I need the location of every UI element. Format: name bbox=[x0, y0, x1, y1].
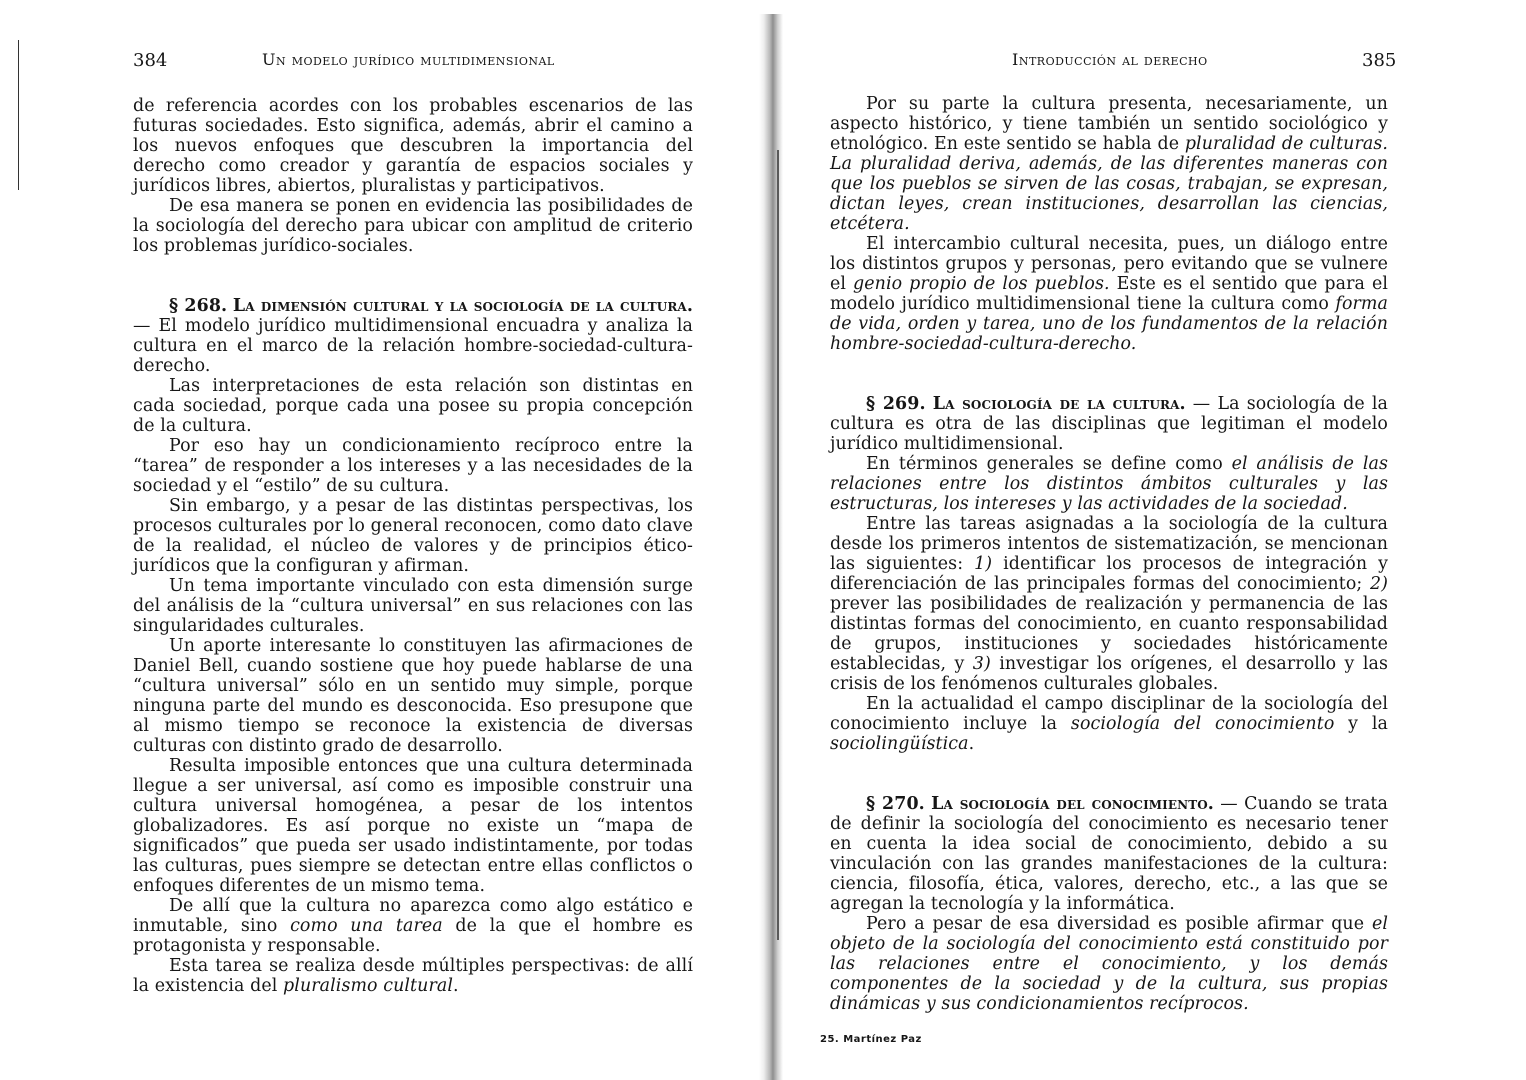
italic-run: forma de vida, orden y tarea, uno de los fundamentos de la relación hombre-sociedad-cultura-derecho. bbox=[830, 294, 1388, 354]
paragraph: Resulta imposible entonces que una cultura determinada llegue a ser universal, así como es imposible construir una cultura universal homogénea, a pesar de los intentos globalizadores. Es así porque no existe un “mapa de significados” que pueda ser usado indistintamente, por todas las culturas, pues siempre se detectan entre ellas conflictos o enfoques diferentes de un mismo tema. bbox=[133, 756, 693, 896]
paragraph bbox=[830, 914, 1388, 1014]
left-text-column bbox=[133, 96, 693, 996]
italic-run: pluralismo cultural bbox=[283, 976, 453, 996]
page-number: 384 bbox=[133, 50, 168, 71]
paragraph: Un tema importante vinculado con esta dimensión surge del análisis de la “cultura universal” en sus relaciones con las singularidades culturales. bbox=[133, 576, 693, 636]
italic-run: 1) bbox=[974, 554, 993, 574]
italic-run: 3) bbox=[972, 654, 991, 674]
section-number: § 270. bbox=[866, 794, 925, 814]
text-run: En términos generales se define como bbox=[866, 454, 1232, 474]
page-number: 385 bbox=[1362, 50, 1397, 71]
paragraph: Un aporte interesante lo constituyen las afirmaciones de Daniel Bell, cuando sostiene que hoy puede hablarse de una “cultura universal” sólo en un sentido muy simple, porque ninguna parte del mundo es desconocida. Eso presupone que al mismo tiempo se reconoce la existencia de diversas culturas con distinto grado de desarrollo. bbox=[133, 636, 693, 756]
running-head: Introducción al derecho bbox=[1012, 50, 1208, 69]
paragraph: De esa manera se ponen en evidencia las posibilidades de la sociología del derecho para ubicar con amplitud de criterio los problemas jurídico-sociales. bbox=[133, 196, 693, 256]
section-title: La sociología de la cultura. bbox=[932, 394, 1186, 414]
text-run: . bbox=[453, 976, 459, 996]
right-page bbox=[766, 0, 1526, 1080]
section-text: — El modelo jurídico multidimensional encuadra y analiza la cultura en el marco de la relación hombre-sociedad-cultura-derecho. bbox=[133, 316, 693, 376]
text-run: Pero a pesar de esa diversidad es posible afirmar que bbox=[866, 914, 1372, 934]
text-run: El intercambio cultural necesita, pues, un diálogo entre los distintos grupos y personas, pero evitando que se vulnere el bbox=[830, 234, 1388, 294]
section-268 bbox=[133, 296, 693, 376]
italic-run: como una tarea bbox=[290, 916, 443, 936]
italic-run: 2) bbox=[1369, 574, 1388, 594]
text-run: prever las posibilidades de realización y permanencia de las distintas formas del conocimiento, en cuanto responsabilidad de grupos, instituciones y sociedades históricamente establecidas, y bbox=[830, 594, 1388, 674]
text-run: . bbox=[968, 734, 975, 754]
section-title: La dimensión cultural y la sociología de la cultura. bbox=[232, 296, 693, 316]
section-number: § 268. bbox=[169, 296, 228, 316]
italic-run: el objeto de la sociología del conocimiento está constituido por las relaciones entre el conocimiento, y los demás componentes de la sociedad y de la cultura, sus propias dinámicas y sus condicionamientos recíprocos. bbox=[830, 914, 1388, 1014]
right-text-column bbox=[830, 94, 1388, 1014]
paragraph bbox=[133, 896, 693, 956]
paragraph bbox=[830, 94, 1388, 234]
italic-run: el análisis de las relaciones entre los distintos ámbitos culturales y las estructuras, los intereses y las actividades de la sociedad. bbox=[830, 454, 1388, 514]
paragraph: Las interpretaciones de esta relación son distintas en cada sociedad, porque cada una posee su propia concepción de la cultura. bbox=[133, 376, 693, 436]
text-run: Entre las tareas asignadas a la sociología de la cultura desde los primeros intentos de sistematización, se mencionan las siguientes: bbox=[830, 514, 1388, 574]
running-head: Un modelo jurídico multidimensional bbox=[262, 50, 555, 69]
text-run: Esta tarea se realiza desde múltiples perspectivas: de allí la existencia del bbox=[133, 956, 693, 996]
paragraph bbox=[133, 956, 693, 996]
text-run: y la bbox=[1334, 714, 1389, 734]
paragraph bbox=[830, 514, 1388, 694]
paragraph: de referencia acordes con los probables escenarios de las futuras sociedades. Esto significa, además, abrir el camino a los nuevos enfoques que descubren la importancia del derecho como creador y garantía de espacios sociales y jurídicos libres, abiertos, pluralistas y participativos. bbox=[133, 96, 693, 196]
italic-run: sociología del conocimiento bbox=[1070, 714, 1335, 734]
paragraph bbox=[830, 694, 1388, 754]
paragraph bbox=[830, 454, 1388, 514]
section-number: § 269. bbox=[866, 394, 926, 414]
text-run: Este es el sentido que para el modelo jurídico multidimensional tiene la cultura como bbox=[830, 274, 1389, 314]
italic-run: pluralidad de culturas. La pluralidad deriva, además, de las diferentes maneras con que los pueblos se sirven de las cosas, trabajan, se expresan, dictan leyes, crean instituciones, desarrollan las ciencias, etcétera. bbox=[830, 134, 1388, 234]
section-269 bbox=[830, 394, 1388, 454]
italic-run: genio propio de los pueblos. bbox=[853, 274, 1110, 294]
paragraph: Por eso hay un condicionamiento recíproco entre la “tarea” de responder a los intereses y a las necesidades de la sociedad y el “estilo” de su cultura. bbox=[133, 436, 693, 496]
paragraph: Sin embargo, y a pesar de las distintas perspectivas, los procesos culturales por lo general reconocen, como dato clave de la realidad, el núcleo de valores y de principios ético-jurídicos que la configuran y afirman. bbox=[133, 496, 693, 576]
text-run: investigar los orígenes, el desarrollo y las crisis de los fenómenos culturales globales. bbox=[830, 654, 1388, 694]
text-run: identificar los procesos de integración y diferenciación de las principales formas del conocimiento; bbox=[830, 554, 1389, 594]
section-text: — Cuando se trata de definir la sociología del conocimiento es necesario tener en cuenta la idea social de conocimiento, debido a su vinculación con las grandes manifestaciones de la cultura: ciencia, filosofía, ética, valores, derecho, etc., a las que se agregan la tecnología y la informática. bbox=[830, 794, 1388, 914]
text-run: En la actualidad el campo disciplinar de la sociología del conocimiento incluye la bbox=[830, 694, 1388, 734]
text-run: Por su parte la cultura presenta, necesariamente, un aspecto histórico, y tiene también un sentido sociológico y etnológico. En este sentido se habla de bbox=[830, 94, 1388, 154]
section-text: — La sociología de la cultura es otra de las disciplinas que legitiman el modelo jurídico multidimensional. bbox=[830, 394, 1388, 454]
page-footer-signature: 25. Martínez Paz bbox=[820, 1034, 922, 1045]
italic-run: sociolingüística bbox=[830, 734, 969, 754]
section-title: La sociología del conocimiento. bbox=[931, 794, 1214, 814]
left-page bbox=[0, 0, 760, 1080]
paragraph bbox=[830, 234, 1388, 354]
text-run: De allí que la cultura no aparezca como algo estático e inmutable, sino bbox=[133, 896, 693, 936]
section-270 bbox=[830, 794, 1388, 914]
text-run: de la que el hombre es protagonista y responsable. bbox=[133, 916, 693, 956]
